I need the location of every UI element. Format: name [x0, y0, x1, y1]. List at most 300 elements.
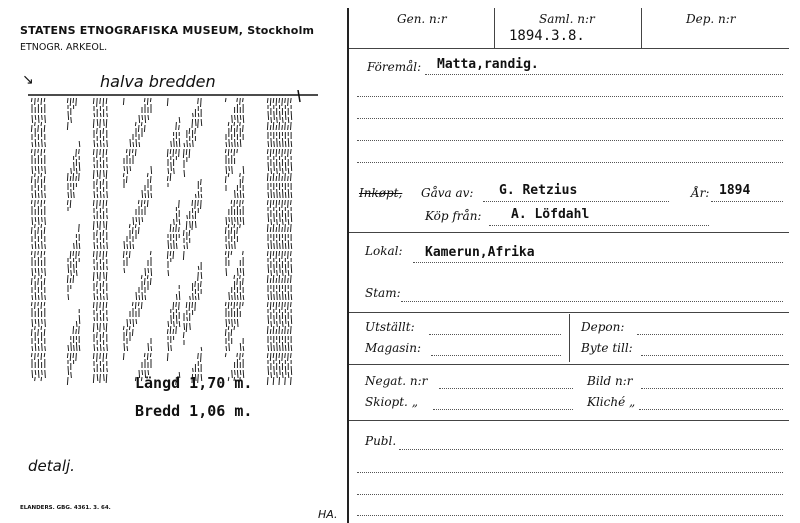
stripe-mark — [187, 140, 188, 147]
stripe-mark — [288, 98, 289, 106]
stripe-mark — [123, 326, 124, 330]
stripe-mark — [103, 353, 104, 362]
stripe-mark — [195, 221, 196, 228]
stripe-mark — [271, 321, 272, 327]
stripe-mark — [228, 302, 229, 309]
stripe-mark — [74, 162, 75, 171]
stripe-mark — [76, 149, 77, 157]
stripe-mark — [291, 302, 292, 307]
stripe-mark — [35, 370, 36, 375]
stripe-mark — [104, 221, 105, 228]
stripe-mark — [44, 125, 45, 132]
stripe-mark — [100, 317, 101, 321]
stripe-mark — [226, 166, 227, 174]
stripe-mark — [282, 342, 283, 351]
stripe-mark — [93, 323, 94, 332]
stripe-mark — [150, 176, 151, 183]
stripe-mark — [271, 240, 272, 249]
stripe-mark — [100, 293, 101, 300]
stripe-mark — [70, 98, 71, 106]
dotted-line — [483, 201, 669, 202]
stripe-mark — [189, 149, 190, 158]
stripe-mark — [31, 149, 32, 153]
stripe-mark — [198, 368, 199, 372]
stripe-mark — [279, 122, 280, 130]
stripe-mark — [270, 353, 271, 361]
stripe-mark — [288, 227, 289, 232]
stripe-mark — [279, 275, 280, 283]
stripe-mark — [97, 296, 98, 300]
stripe-mark — [97, 251, 98, 260]
stripe-mark — [234, 149, 235, 156]
stripe-mark — [35, 268, 36, 273]
stripe-mark — [226, 142, 227, 147]
stripe-mark — [273, 377, 274, 385]
stripe-mark — [285, 192, 286, 198]
stripe-mark — [231, 329, 232, 336]
stripe-mark — [237, 193, 238, 198]
stripe-mark — [271, 342, 272, 351]
stripe-mark — [97, 323, 98, 330]
stripe-mark — [73, 275, 74, 283]
stripe-mark — [201, 98, 202, 107]
stripe-mark — [74, 345, 75, 351]
stripe-mark — [277, 321, 278, 327]
stripe-mark — [270, 227, 271, 232]
stripe-mark — [104, 296, 105, 300]
stripe-mark — [179, 291, 180, 300]
stripe-mark — [35, 326, 36, 330]
stripe-mark — [171, 243, 172, 249]
stripe-mark — [271, 168, 272, 174]
stripe-mark — [183, 251, 184, 260]
stripe-mark — [282, 353, 283, 361]
stripe-mark — [179, 227, 180, 232]
stripe-mark — [76, 270, 77, 276]
stripe-mark — [268, 162, 269, 171]
stripe-mark — [268, 294, 269, 300]
stripe-mark — [35, 200, 36, 207]
stripe-mark — [42, 241, 43, 249]
stripe-mark — [291, 111, 292, 120]
stripe-mark — [270, 302, 271, 310]
stripe-mark — [277, 270, 278, 276]
stripe-mark — [100, 344, 101, 351]
stripe-mark — [288, 219, 289, 225]
stripe-mark — [279, 149, 280, 154]
stripe-mark — [73, 173, 74, 181]
stripe-mark — [176, 224, 177, 232]
stripe-mark — [291, 275, 292, 283]
stripe-mark — [145, 268, 146, 276]
stripe-mark — [288, 240, 289, 249]
stripe-mark — [240, 302, 241, 309]
stripe-mark — [42, 292, 43, 300]
length-measurement: Längd 1,70 m. — [135, 374, 253, 392]
stripe-mark — [107, 113, 108, 117]
stripe-mark — [176, 294, 177, 300]
stripe-mark — [285, 213, 286, 222]
stripe-mark — [237, 302, 238, 306]
stripe-mark — [291, 326, 292, 334]
stripe-mark — [45, 268, 46, 276]
stripe-mark — [144, 200, 145, 204]
stripe-mark — [76, 240, 77, 249]
stripe-mark — [76, 321, 77, 327]
stripe-mark — [235, 190, 236, 198]
stripe-mark — [195, 281, 196, 287]
stripe-mark — [136, 292, 137, 300]
stripe-mark — [193, 293, 194, 300]
stripe-mark — [138, 227, 139, 234]
stripe-mark — [282, 278, 283, 283]
stripe-mark — [38, 125, 39, 132]
stripe-mark — [190, 143, 191, 147]
stripe-mark — [67, 353, 68, 358]
stripe-mark — [67, 98, 68, 103]
stripe-mark — [106, 302, 107, 308]
stripe-mark — [201, 347, 202, 351]
stripe-mark — [38, 268, 39, 276]
stripe-mark — [240, 139, 241, 147]
stripe-mark — [173, 302, 174, 310]
stripe-mark — [168, 168, 169, 174]
stripe-mark — [225, 98, 226, 102]
stripe-mark — [133, 142, 134, 147]
stripe-mark — [232, 244, 233, 249]
stripe-mark — [144, 98, 145, 102]
stripe-mark — [277, 342, 278, 351]
stripe-mark — [38, 149, 39, 153]
stripe-mark — [195, 302, 196, 311]
stripe-mark — [168, 270, 169, 276]
stripe-mark — [42, 268, 43, 273]
stripe-mark — [270, 329, 271, 334]
stripe-mark — [274, 111, 275, 120]
stripe-mark — [198, 266, 199, 270]
stripe-mark — [97, 272, 98, 279]
stripe-mark — [231, 227, 232, 234]
stripe-mark — [79, 162, 80, 171]
stripe-mark — [243, 217, 244, 225]
stripe-mark — [142, 115, 143, 120]
stripe-mark — [127, 319, 128, 327]
stripe-mark — [234, 302, 235, 309]
stripe-mark — [285, 251, 286, 256]
divider — [494, 8, 495, 48]
stripe-mark — [132, 227, 133, 234]
stripe-mark — [94, 113, 95, 117]
stripe-mark — [235, 241, 236, 249]
stripe-mark — [174, 240, 175, 249]
stripe-mark — [38, 251, 39, 255]
stripe-mark — [285, 366, 286, 375]
storage-section — [349, 312, 789, 365]
stripe-mark — [232, 142, 233, 147]
stripe-mark — [130, 139, 131, 147]
stripe-mark — [107, 242, 108, 249]
stripe-mark — [100, 221, 101, 230]
stripe-mark — [229, 139, 230, 147]
stripe-mark — [38, 193, 39, 198]
stripe-mark — [282, 251, 283, 259]
stripe-mark — [70, 200, 71, 208]
stripe-mark — [184, 170, 185, 177]
left-panel — [0, 0, 345, 523]
stripe-mark — [237, 268, 238, 276]
stripe-mark — [226, 346, 227, 351]
stripe-mark — [79, 141, 80, 147]
stripe-mark — [107, 344, 108, 351]
dotted-line — [399, 449, 783, 450]
stripe-mark — [97, 194, 98, 198]
stripe-mark — [173, 149, 174, 157]
stripe-mark — [73, 251, 74, 256]
stripe-mark — [104, 347, 105, 351]
negat-label: Negat. n:r — [365, 374, 428, 388]
stripe-mark — [288, 125, 289, 130]
stripe-mark — [276, 329, 277, 334]
saml-value: 1894.3.8. — [509, 28, 585, 44]
stripe-mark — [273, 200, 274, 205]
stripe-mark — [44, 353, 45, 357]
stripe-mark — [176, 122, 177, 130]
stripe-mark — [103, 179, 104, 185]
stripe-mark — [35, 302, 36, 309]
stripe-mark — [147, 200, 148, 207]
stripe-mark — [234, 224, 235, 228]
stripe-mark — [93, 374, 94, 383]
stripe-mark — [237, 353, 238, 357]
stripe-mark — [198, 119, 199, 128]
stripe-mark — [139, 295, 140, 300]
stripe-mark — [167, 329, 168, 334]
stripe-mark — [285, 141, 286, 147]
stripe-mark — [201, 200, 202, 209]
dotted-line — [357, 162, 783, 163]
stripe-mark — [106, 353, 107, 359]
stripe-mark — [42, 370, 43, 375]
stripe-mark — [282, 168, 283, 174]
stripe-mark — [31, 200, 32, 204]
stripe-mark — [274, 162, 275, 171]
stripe-mark — [97, 353, 98, 362]
ar-value: 1894 — [719, 183, 751, 198]
stripe-mark — [94, 266, 95, 270]
stripe-mark — [94, 140, 95, 147]
stripe-mark — [147, 173, 148, 177]
stripe-mark — [288, 329, 289, 334]
stripe-mark — [94, 191, 95, 198]
dotted-line — [639, 409, 783, 410]
depon-label: Depon: — [581, 320, 625, 334]
stripe-mark — [106, 149, 107, 155]
stripe-mark — [195, 119, 196, 126]
stripe-mark — [243, 193, 244, 198]
stripe-mark — [71, 342, 72, 351]
stripe-mark — [103, 251, 104, 260]
stripe-mark — [151, 193, 152, 198]
stripe-mark — [276, 149, 277, 157]
stripe-mark — [273, 224, 274, 232]
stripe-mark — [198, 353, 199, 359]
stripe-mark — [282, 270, 283, 276]
stripe-mark — [176, 302, 177, 307]
stripe-mark — [70, 251, 71, 259]
stripe-mark — [129, 149, 130, 156]
stripe-mark — [35, 241, 36, 249]
stripe-mark — [148, 190, 149, 198]
stripe-mark — [240, 190, 241, 198]
publ-section — [349, 420, 789, 523]
stripe-mark — [168, 342, 169, 351]
stripe-mark — [35, 343, 36, 351]
stripe-mark — [76, 98, 77, 106]
stripe-mark — [291, 173, 292, 181]
stripe-mark — [35, 224, 36, 228]
stripe-mark — [71, 189, 72, 198]
stripe-mark — [195, 296, 196, 300]
stripe-mark — [243, 125, 244, 132]
stripe-mark — [198, 191, 199, 198]
stripe-mark — [38, 244, 39, 249]
stripe-mark — [291, 141, 292, 147]
stripe-mark — [145, 115, 146, 123]
stripe-mark — [123, 353, 124, 360]
stripe-mark — [106, 374, 107, 383]
stripe-mark — [68, 294, 69, 300]
stripe-mark — [100, 272, 101, 281]
stripe-mark — [171, 345, 172, 351]
stripe-mark — [100, 113, 101, 117]
stripe-mark — [268, 141, 269, 147]
dotted-line — [357, 96, 783, 97]
stripe-mark — [276, 176, 277, 181]
stripe-mark — [124, 166, 125, 171]
stripe-mark — [291, 366, 292, 375]
stripe-mark — [276, 200, 277, 208]
stripe-mark — [240, 353, 241, 360]
stripe-mark — [97, 200, 98, 209]
stripe-mark — [38, 370, 39, 378]
stripe-mark — [176, 243, 177, 249]
stripe-mark — [288, 302, 289, 310]
divider — [569, 314, 570, 362]
stripe-mark — [234, 275, 235, 279]
stripe-mark — [100, 149, 101, 155]
stripe-mark — [127, 166, 128, 174]
stripe-mark — [97, 98, 98, 107]
stripe-mark — [285, 294, 286, 300]
stripe-mark — [107, 191, 108, 198]
stripe-mark — [282, 219, 283, 225]
stripe-mark — [279, 224, 280, 232]
stripe-mark — [132, 329, 133, 336]
utstallt-label: Utställt: — [365, 320, 415, 334]
stripe-mark — [42, 319, 43, 324]
stripe-mark — [267, 275, 268, 283]
stripe-mark — [106, 119, 107, 128]
stripe-mark — [288, 251, 289, 259]
stripe-mark — [267, 149, 268, 154]
stripe-mark — [79, 224, 80, 232]
stripe-mark — [276, 125, 277, 130]
stripe-mark — [201, 353, 202, 362]
stripe-mark — [93, 251, 94, 257]
stripe-mark — [282, 176, 283, 181]
stripe-mark — [273, 149, 274, 154]
stripe-mark — [240, 173, 241, 177]
stripe-mark — [267, 173, 268, 181]
stripe-mark — [97, 245, 98, 249]
stripe-mark — [179, 200, 180, 208]
stripe-mark — [270, 200, 271, 208]
stripe-mark — [170, 251, 171, 256]
stripe-mark — [243, 200, 244, 204]
stripe-mark — [41, 251, 42, 258]
stripe-mark — [240, 217, 241, 222]
stripe-mark — [174, 138, 175, 147]
stripe-mark — [285, 345, 286, 351]
stripe-mark — [107, 164, 108, 168]
stripe-mark — [97, 179, 98, 185]
stripe-mark — [38, 346, 39, 351]
stripe-mark — [148, 115, 149, 120]
stripe-mark — [71, 270, 72, 276]
stripe-mark — [41, 224, 42, 228]
stripe-mark — [268, 243, 269, 249]
stripe-mark — [103, 98, 104, 107]
stripe-mark — [97, 143, 98, 147]
dotted-line — [431, 355, 561, 356]
lokal-value: Kamerun,Afrika — [425, 245, 535, 260]
stripe-mark — [195, 200, 196, 209]
stripe-mark — [44, 302, 45, 306]
stripe-mark — [267, 251, 268, 256]
width-measurement: Bredd 1,06 m. — [135, 402, 253, 420]
stripe-mark — [285, 243, 286, 249]
stripe-mark — [150, 353, 151, 357]
stripe-mark — [73, 326, 74, 334]
stripe-mark — [274, 315, 275, 324]
stripe-mark — [201, 194, 202, 198]
stripe-mark — [167, 98, 168, 106]
stripe-mark — [274, 243, 275, 249]
stripe-mark — [268, 315, 269, 324]
stripe-mark — [32, 268, 33, 276]
stripe-mark — [32, 142, 33, 147]
stripe-mark — [44, 278, 45, 285]
stripe-mark — [291, 213, 292, 222]
stripe-mark — [237, 319, 238, 327]
stripe-mark — [31, 251, 32, 255]
stripe-mark — [282, 200, 283, 208]
stripe-mark — [171, 315, 172, 324]
stripe-mark — [68, 111, 69, 120]
stripe-mark — [271, 189, 272, 198]
stripe-mark — [104, 374, 105, 381]
stripe-mark — [288, 117, 289, 123]
stripe-mark — [135, 302, 136, 309]
stripe-mark — [267, 122, 268, 130]
stripe-mark — [291, 192, 292, 198]
stripe-mark — [240, 343, 241, 351]
stripe-mark — [179, 117, 180, 123]
stripe-mark — [285, 264, 286, 273]
stripe-mark — [106, 200, 107, 206]
stripe-mark — [171, 141, 172, 147]
dotted-line — [641, 355, 783, 356]
